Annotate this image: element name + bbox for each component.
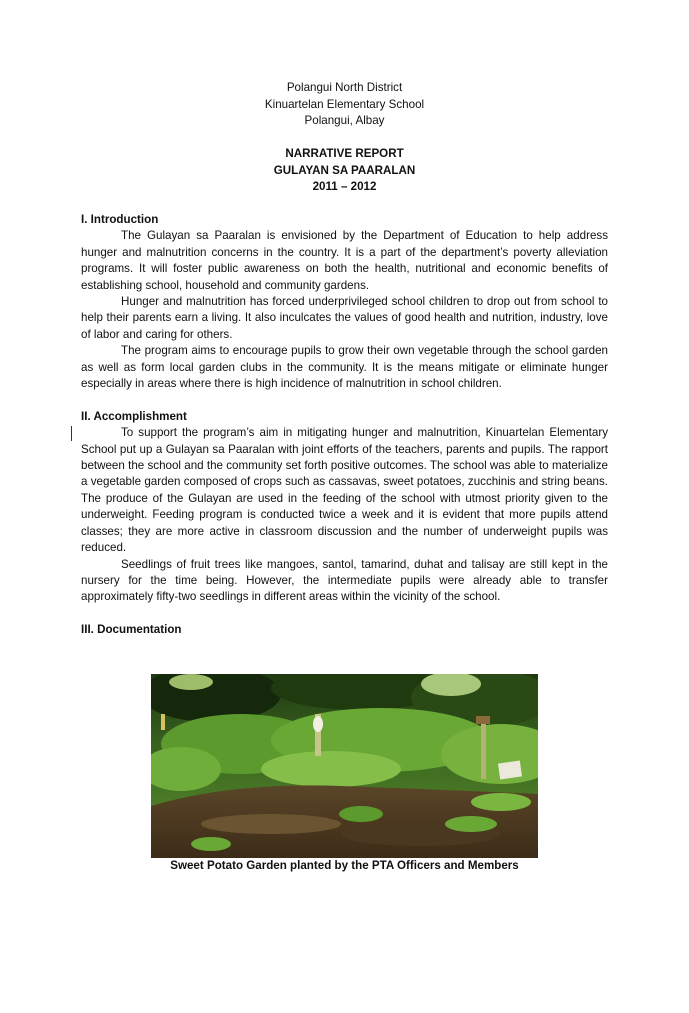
paragraph: The Gulayan sa Paaralan is envisioned by the Department of Education to help address hunger and malnutrition concerns in the country. It is a part of the department’s poverty alleviation programs. It will foster public awareness on both the health, nutritional and economic benefits of establishing school, household and community gardens. xyxy=(81,229,608,292)
section-spacer xyxy=(81,606,608,622)
section-heading: III. Documentation xyxy=(81,623,182,637)
school-year: 2011 – 2012 xyxy=(312,180,377,193)
paragraph: Hunger and malnutrition has forced underprivileged school children to drop out from school to help their parents earn a living. It also inculcates the values of good health and nutrition, industry, love of labor and caring for others. xyxy=(81,295,608,341)
program-name: GULAYAN SA PAARALAN xyxy=(273,163,416,177)
margin-change-bar xyxy=(71,426,72,441)
district-name: Polangui North District xyxy=(286,81,403,94)
photo-caption: Sweet Potato Garden planted by the PTA Officers and Members xyxy=(170,859,519,872)
introduction-section xyxy=(81,212,608,392)
accomplishment-section xyxy=(81,409,608,606)
report-title-block xyxy=(0,146,689,196)
section-spacer xyxy=(81,392,608,408)
report-type: NARRATIVE REPORT xyxy=(285,147,404,160)
paragraph: The program aims to encourage pupils to grow their own vegetable through the school garden as well as form local garden clubs in the community. It is the means mitigate or eliminate hunger especially in areas where there is high incidence of malnutrition in school children. xyxy=(81,344,608,391)
documentation-section xyxy=(81,622,608,638)
report-body xyxy=(81,212,608,639)
paragraph: Seedlings of fruit trees like mangoes, santol, tamarind, duhat and talisay are still kept in the nursery for the time being. However, the intermediate pupils were already able to transfer approximately fifty-two seedlings in different areas within the vicinity of the school. xyxy=(81,557,608,604)
school-info-header xyxy=(0,80,689,130)
garden-photo xyxy=(151,674,538,858)
paragraph: To support the program’s aim in mitigating hunger and malnutrition, Kinuartelan Elementary School put up a Gulayan sa Paaralan with joint efforts of the teachers, parents and pupils. The rapport between the school and the community set forth positive outcomes. The school was able to materialize a vegetable garden composed of crops such as cassavas, sweet potatoes, zucchinis and string beans. The produce of the Gulayan are used in the feeding of the school with utmost priority given to the underweight. Feeding program is conducted twice a week and it is evident that more pupils attend classes; they are more active in classroom discussion and the number of underweight pupils was reduced. xyxy=(81,426,608,555)
school-name: Kinuartelan Elementary School xyxy=(264,97,425,111)
section-heading: II. Accomplishment xyxy=(81,409,187,423)
section-heading: I. Introduction xyxy=(81,213,159,226)
school-location: Polangui, Albay xyxy=(304,114,385,127)
